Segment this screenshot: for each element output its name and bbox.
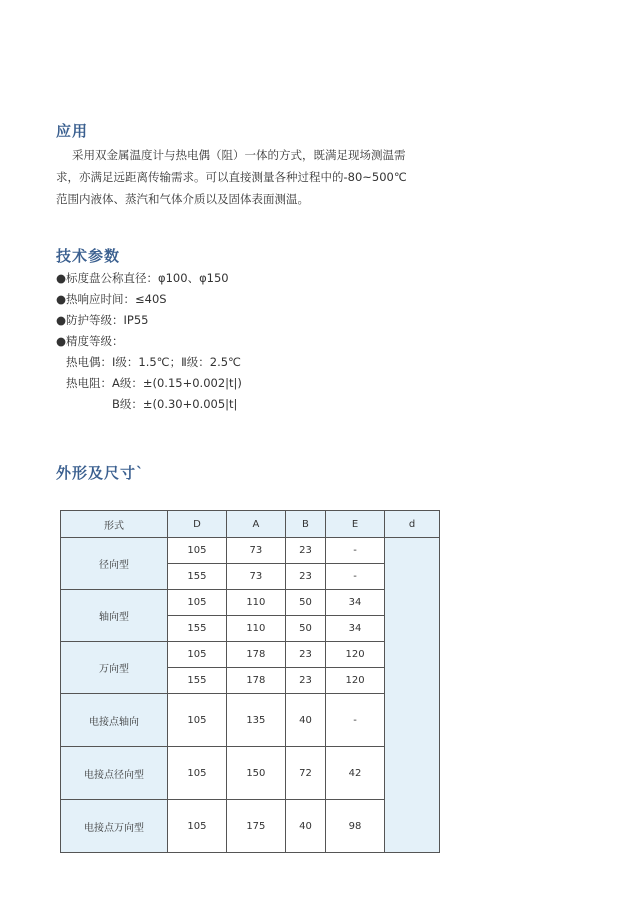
cell-d: 105 [168, 800, 227, 853]
cell-a: 73 [226, 538, 285, 564]
cell-d: 105 [168, 747, 227, 800]
cell-a: 178 [226, 668, 285, 694]
cell-b: 50 [285, 590, 325, 616]
cell-e: 42 [326, 747, 385, 800]
cell-e: 98 [326, 800, 385, 853]
cell-d: 105 [168, 538, 227, 564]
dimensions-heading: 外形及尺寸` [56, 464, 145, 482]
cell-b: 23 [285, 564, 325, 590]
header-b: B [285, 511, 325, 538]
cell-a: 178 [226, 642, 285, 668]
cell-a: 110 [226, 590, 285, 616]
header-d-lower: d [385, 511, 440, 538]
header-type: 形式 [61, 511, 168, 538]
cell-b: 23 [285, 642, 325, 668]
cell-b: 72 [285, 747, 325, 800]
cell-b: 23 [285, 538, 325, 564]
application-line: 采用双金属温度计与热电偶（阻）一体的方式，既满足现场测温需 [72, 148, 406, 162]
cell-d: 155 [168, 668, 227, 694]
spec-thermocouple-accuracy: 热电偶：Ⅰ级：1.5℃；Ⅱ级：2.5℃ [66, 355, 241, 369]
dimensions-table [60, 510, 440, 853]
cell-d: 105 [168, 590, 227, 616]
cell-a: 73 [226, 564, 285, 590]
cell-b: 50 [285, 616, 325, 642]
table-row [61, 800, 440, 853]
spec-response-time: ●热响应时间：≤40S [56, 292, 167, 306]
application-line: 范围内液体、蒸汽和气体介质以及固体表面测温。 [56, 192, 309, 206]
cell-e: - [326, 564, 385, 590]
table-row [61, 747, 440, 800]
table-row [61, 694, 440, 747]
cell-e: 120 [326, 642, 385, 668]
cell-a: 150 [226, 747, 285, 800]
header-a: A [226, 511, 285, 538]
type-cell: 电接点万向型 [61, 800, 168, 853]
type-cell: 万向型 [61, 642, 168, 694]
type-cell: 电接点径向型 [61, 747, 168, 800]
type-cell: 径向型 [61, 538, 168, 590]
cell-b: 40 [285, 694, 325, 747]
cell-e: 34 [326, 590, 385, 616]
spec-rtd-accuracy-a: 热电阻：A级：±(0.15+0.002|t|) [66, 376, 242, 390]
cell-b: 40 [285, 800, 325, 853]
header-e: E [326, 511, 385, 538]
type-cell: 轴向型 [61, 590, 168, 642]
spec-protection-level: ●防护等级：IP55 [56, 313, 149, 327]
table-header-row [61, 511, 440, 538]
cell-d: 155 [168, 564, 227, 590]
tech-params-heading: 技术参数 [56, 247, 121, 265]
cell-d: 105 [168, 694, 227, 747]
application-line: 求，亦满足远距离传输需求。可以直接测量各种过程中的-80~500℃ [56, 170, 407, 184]
table-row [61, 538, 440, 564]
d-column-cell [385, 538, 440, 853]
cell-a: 175 [226, 800, 285, 853]
table-row [61, 590, 440, 616]
spec-accuracy-level: ●精度等级： [56, 334, 124, 348]
cell-e: - [326, 538, 385, 564]
spec-dial-diameter: ●标度盘公称直径：φ100、φ150 [56, 271, 229, 285]
cell-a: 110 [226, 616, 285, 642]
header-d-upper: D [168, 511, 227, 538]
cell-e: 34 [326, 616, 385, 642]
cell-d: 105 [168, 642, 227, 668]
table-row [61, 642, 440, 668]
type-cell: 电接点轴向 [61, 694, 168, 747]
cell-d: 155 [168, 616, 227, 642]
cell-a: 135 [226, 694, 285, 747]
spec-rtd-accuracy-b: B级：±(0.30+0.005|t| [112, 397, 238, 411]
cell-b: 23 [285, 668, 325, 694]
cell-e: 120 [326, 668, 385, 694]
cell-e: - [326, 694, 385, 747]
application-heading: 应用 [56, 122, 89, 140]
application-paragraph [56, 144, 476, 210]
tech-params-list [56, 268, 242, 415]
